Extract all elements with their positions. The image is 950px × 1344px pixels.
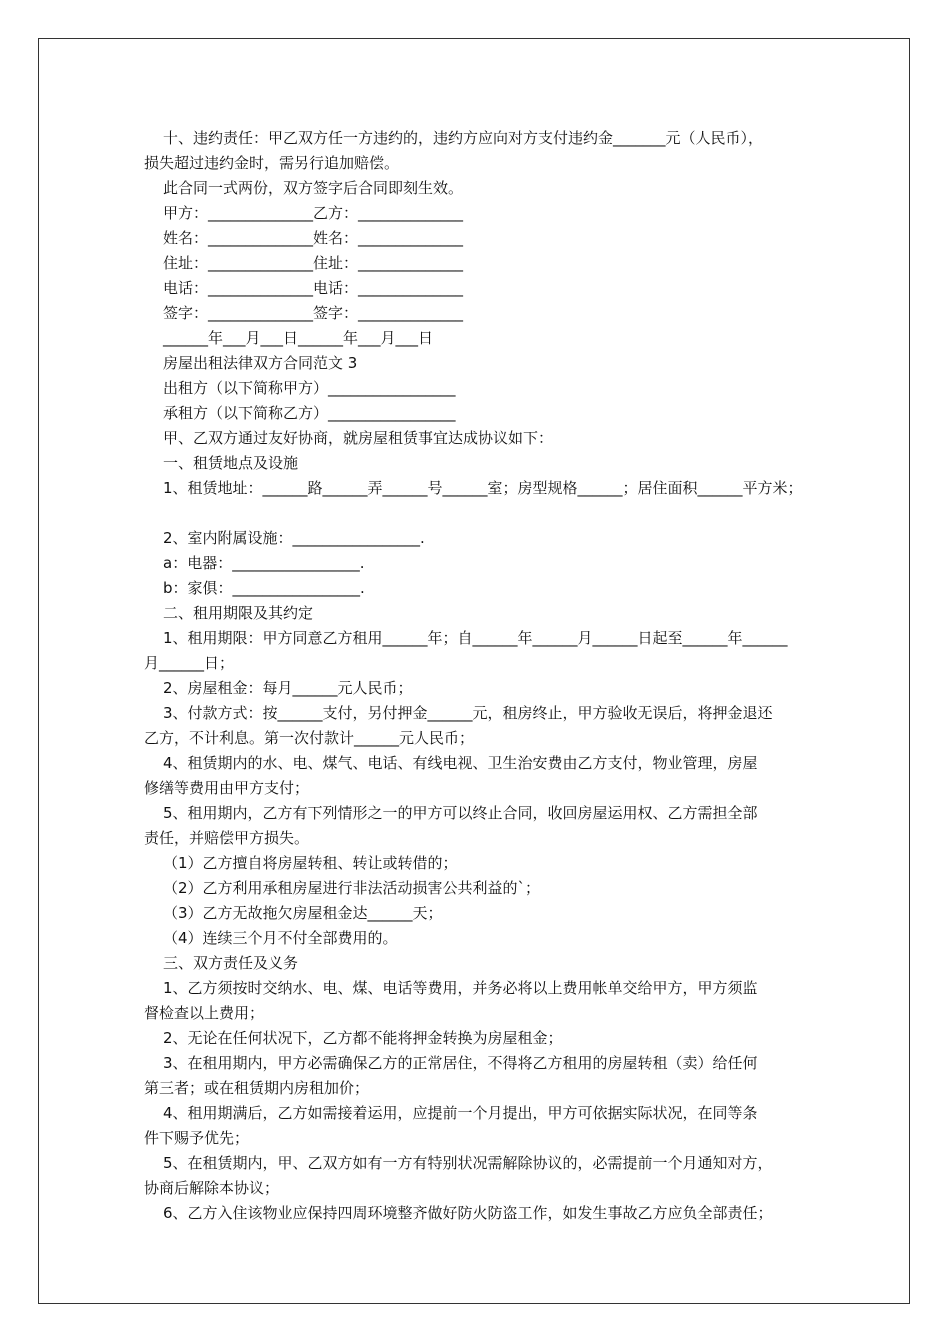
text-line: 月______日；	[144, 654, 235, 672]
text-line: 协商后解除本协议；	[144, 1179, 280, 1197]
text-line: 姓名：______________姓名：______________	[163, 229, 464, 247]
text-line: 甲、乙双方通过友好协商，就房屋租赁事宜达成协议如下：	[163, 429, 554, 447]
text-line: 修缮等费用由甲方支付；	[144, 779, 310, 797]
text-line: 出租方（以下简称甲方）_________________	[163, 379, 456, 397]
text-line: 3、付款方式：按______支付，另付押金______元，租房终止，甲方验收无误后，将押金退还	[163, 704, 773, 722]
section-heading: 一、租赁地点及设施	[163, 454, 299, 472]
text-line: 2、房屋租金：每月______元人民币；	[163, 679, 413, 697]
section-title: 房屋出租法律双方合同范文 3	[163, 354, 358, 372]
text-line: 十、违约责任：甲乙双方任一方违约的，违约方应向对方支付违约金_______元（人民币），	[163, 129, 764, 147]
text-line: 甲方：______________乙方：______________	[163, 204, 464, 222]
text-line: 乙方，不计利息。第一次付款计______元人民币；	[144, 729, 475, 747]
text-line: 6、乙方入住该物业应保持四周环境整齐做好防火防盗工作，如发生事故乙方应负全部责任；	[163, 1204, 773, 1222]
list-item: （2）乙方利用承租房屋进行非法活动损害公共利益的`；	[163, 879, 541, 897]
section-heading: 三、双方责任及义务	[163, 954, 299, 972]
text-line: 第三者；或在租赁期内房租加价；	[144, 1079, 370, 1097]
list-item: （1）乙方擅自将房屋转租、转让或转借的；	[163, 854, 458, 872]
list-item: （4）连续三个月不付全部费用的。	[163, 929, 398, 947]
text-line: 4、租赁期内的水、电、煤气、电话、有线电视、卫生治安费由乙方支付，物业管理，房屋	[163, 754, 758, 772]
text-line: 住址：______________住址：______________	[163, 254, 464, 272]
text-line: 承租方（以下简称乙方）_________________	[163, 404, 456, 422]
section-heading: 二、租用期限及其约定	[163, 604, 314, 622]
text-line: 1、乙方须按时交纳水、电、煤、电话等费用，并务必将以上费用帐单交给甲方，甲方须监	[163, 979, 758, 997]
text-line: 责任，并赔偿甲方损失。	[144, 829, 310, 847]
text-line: 3、在租用期内，甲方必需确保乙方的正常居住，不得将乙方租用的房屋转租（卖）给任何	[163, 1054, 758, 1072]
text-line: 5、租用期内，乙方有下列情形之一的甲方可以终止合同，收回房屋运用权、乙方需担全部	[163, 804, 758, 822]
text-line: 4、租用期满后，乙方如需接着运用，应提前一个月提出，甲方可依据实际状况，在同等条	[163, 1104, 758, 1122]
text-line: 1、租用期限：甲方同意乙方租用______年；自______年______月______日起至______年______	[163, 629, 788, 647]
text-line: 损失超过违约金时，需另行追加赔偿。	[144, 154, 400, 172]
text-line: 签字：______________签字：______________	[163, 304, 464, 322]
text-line: ______年___月___日______年___月___日	[163, 329, 434, 347]
text-line: 2、无论在任何状况下，乙方都不能将押金转换为房屋租金；	[163, 1029, 563, 1047]
text-line: 2、室内附属设施：_________________.	[163, 529, 425, 547]
text-line: 督检查以上费用；	[144, 1004, 265, 1022]
text-line: 件下赐予优先；	[144, 1129, 250, 1147]
list-item: （3）乙方无故拖欠房屋租金达______天；	[163, 904, 443, 922]
text-line: a：电器：_________________.	[163, 554, 365, 572]
text-line: 电话：______________电话：______________	[163, 279, 464, 297]
text-line: 1、租赁地址：______路______弄______号______室；房型规格______；居住面积______平方米；	[163, 479, 803, 497]
text-line: b：家俱：_________________.	[163, 579, 365, 597]
text-line: 5、在租赁期内，甲、乙双方如有一方有特别状况需解除协议的，必需提前一个月通知对方，	[163, 1154, 773, 1172]
text-line: 此合同一式两份，双方签字后合同即刻生效。	[163, 179, 464, 197]
